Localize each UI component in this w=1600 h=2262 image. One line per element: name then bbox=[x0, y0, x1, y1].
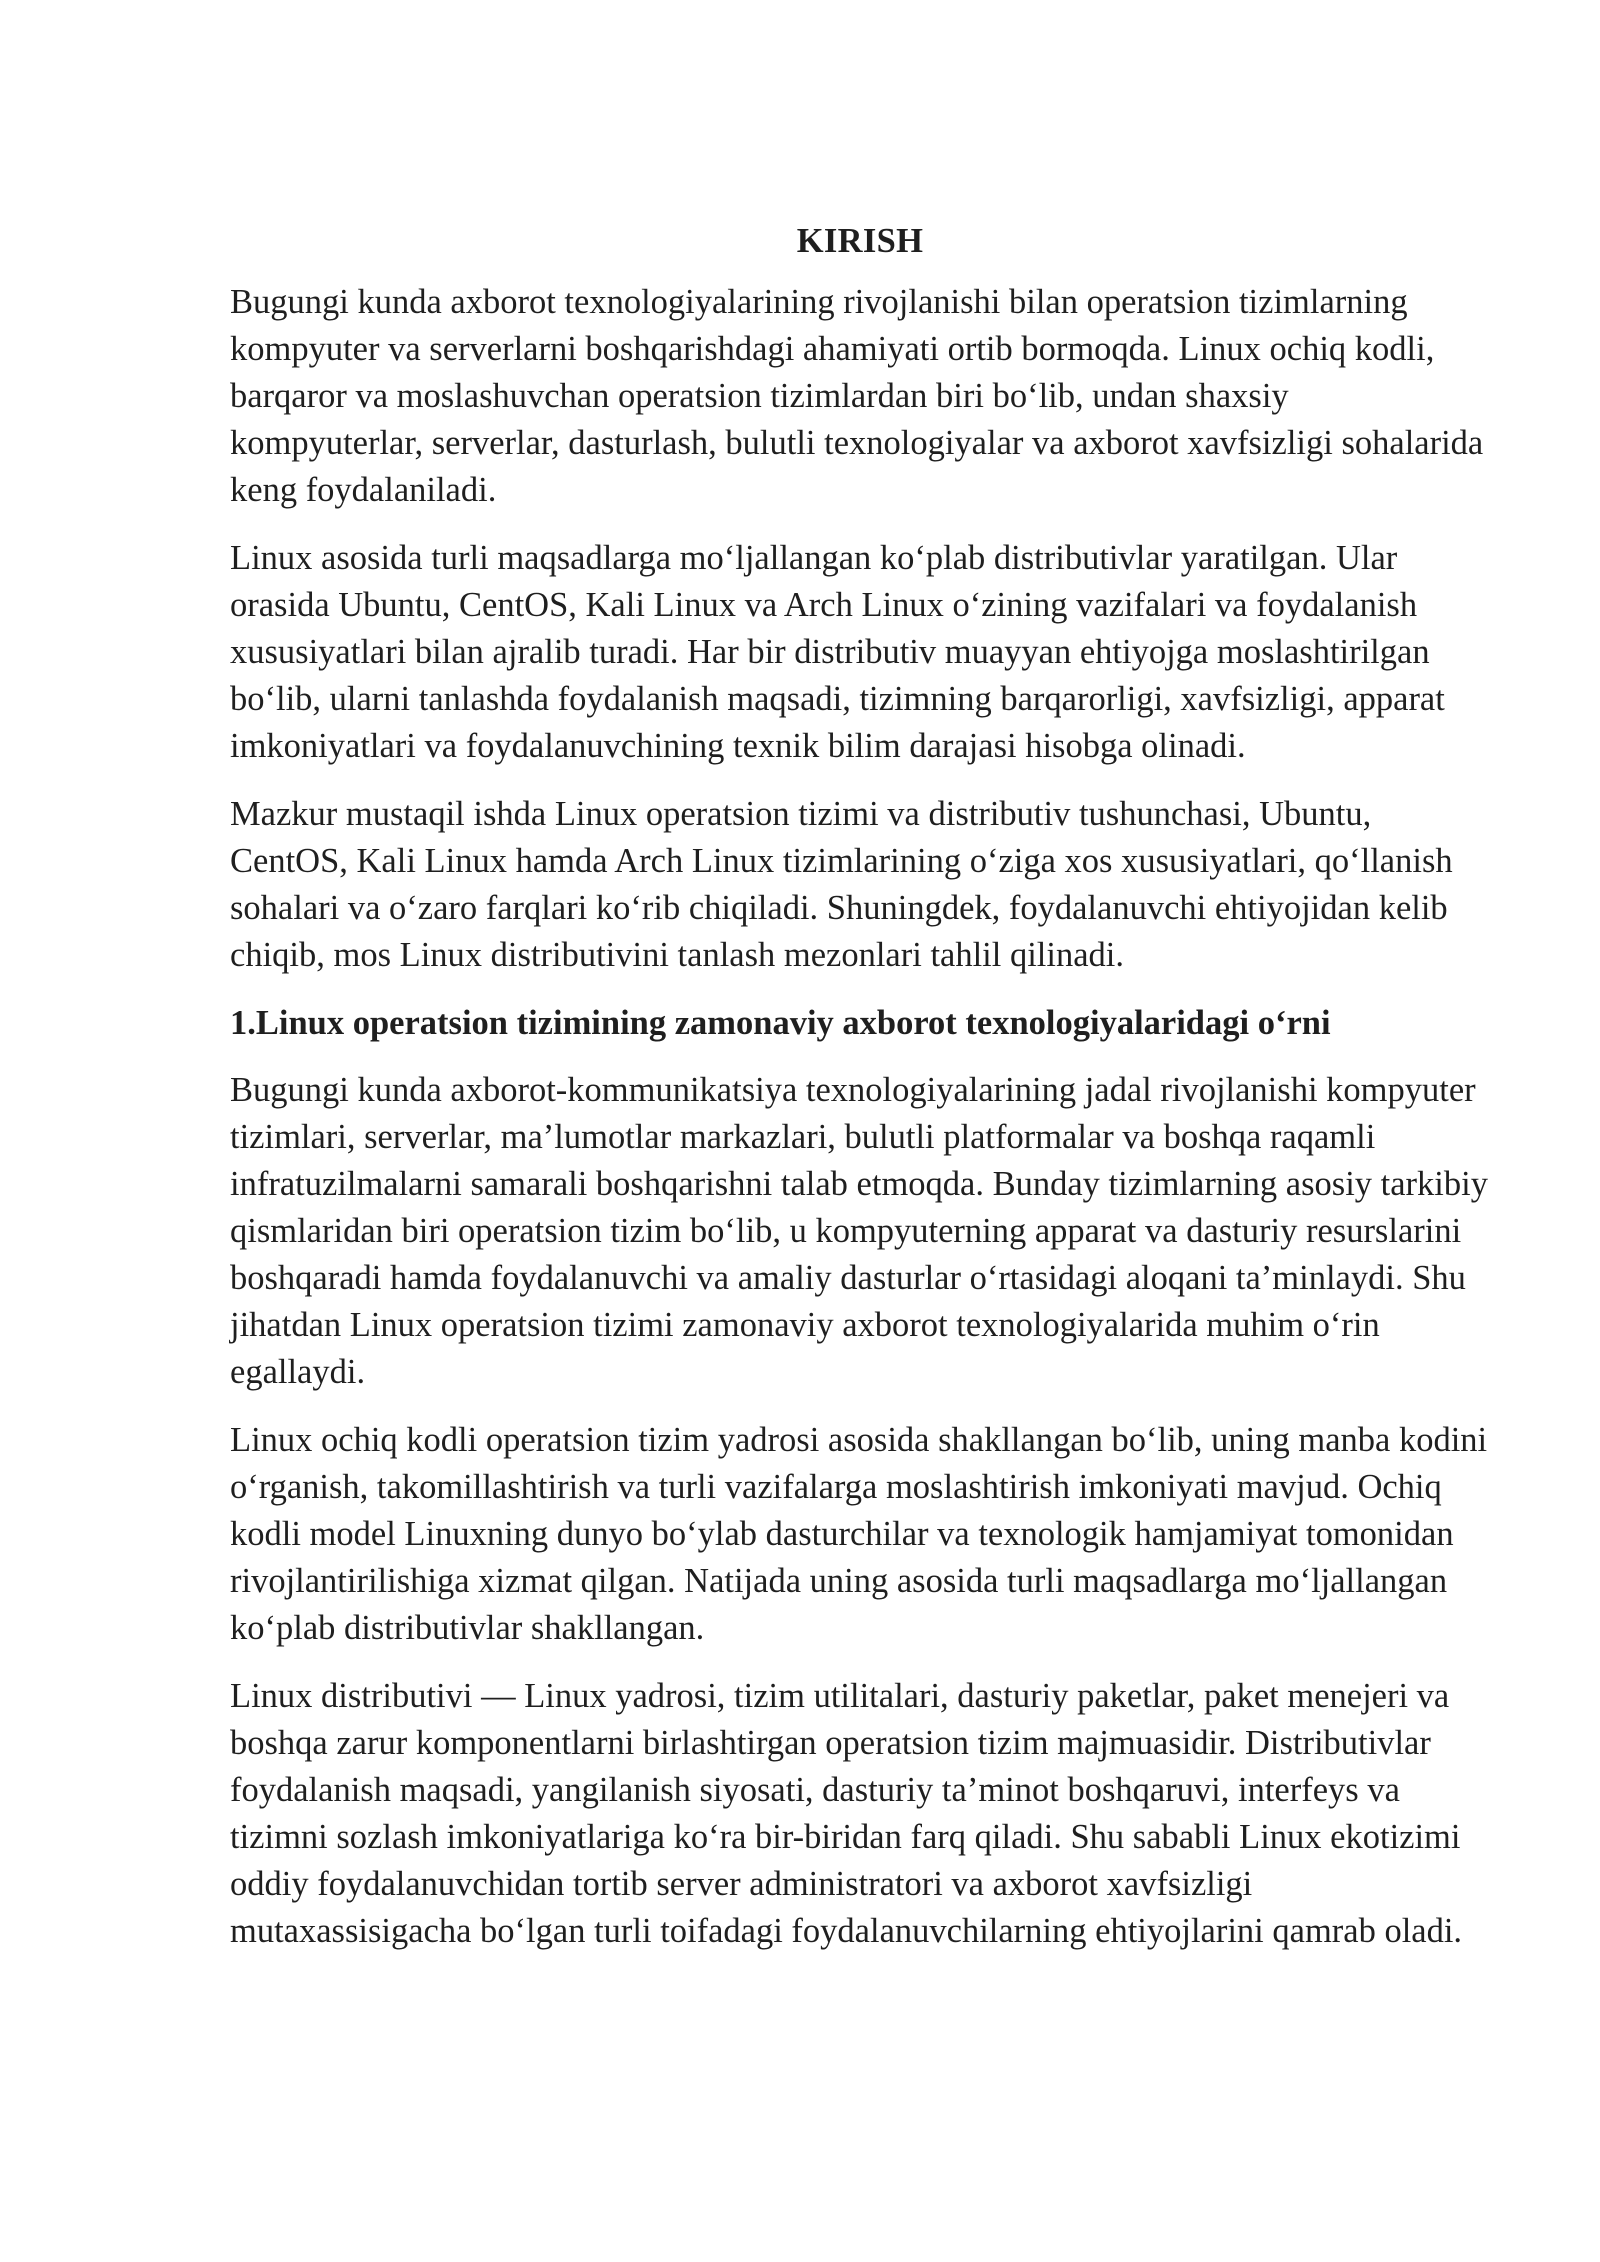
intro-paragraph-3: Mazkur mustaqil ishda Linux operatsion tizimi va distributiv tushunchasi, Ubuntu, CentOS, Kali Linux hamda Arch Linux tizimlarining o‘ziga xos xususiyatlari, qo‘llanish sohalari va o‘zaro farqlari ko‘rib chiqiladi. Shuningdek, foydalanuvchi ehtiyojidan kelib chiqib, mos Linux distributivini tanlash mezonlari tahlil qilinadi. bbox=[230, 795, 1453, 974]
intro-paragraph-2: Linux asosida turli maqsadlarga mo‘ljallangan ko‘plab distributivlar yaratilgan. Ular orasida Ubuntu, CentOS, Kali Linux va Arch Linux o‘zining vazifalari va foydalanish xususiyatlari bilan ajralib turadi. Har bir distributiv muayyan ehtiyojga moslashtirilgan bo‘lib, ularni tanlashda foydalanish maqsadi, tizimning barqarorligi, xavfsizligi, apparat imkoniyatlari va foydalanuvchining texnik bilim darajasi hisobga olinadi. bbox=[230, 539, 1445, 765]
section-heading: 1.Linux operatsion tizimining zamonaviy axborot texnologiyalaridagi o‘rni bbox=[230, 1004, 1331, 1042]
section-paragraph-1: Bugungi kunda axborot-kommunikatsiya texnologiyalarining jadal rivojlanishi kompyuter tizimlari, serverlar, ma’lumotlar markazlari, bulutli platformalar va boshqa raqamli infratuzilmalarni samarali boshqarishni talab etmoqda. Bunday tizimlarning asosiy tarkibiy qismlaridan biri operatsion tizim bo‘lib, u kompyuterning apparat va dasturiy resurslarini boshqaradi hamda foydalanuvchi va amaliy dasturlar o‘rtasidagi aloqani ta’minlaydi. Shu jihatdan Linux operatsion tizimi zamonaviy axborot texnologiyalarida muhim o‘rin egallaydi. bbox=[230, 1071, 1488, 1391]
intro-paragraph-1: Bugungi kunda axborot texnologiyalarining rivojlanishi bilan operatsion tizimlarning kompyuter va serverlarni boshqarishdagi ahamiyati ortib bormoqda. Linux ochiq kodli, barqaror va moslashuvchan operatsion tizimlardan biri bo‘lib, undan shaxsiy kompyuterlar, serverlar, dasturlash, bulutli texnologiyalar va axborot xavfsizligi sohalarida keng foydalaniladi. bbox=[230, 283, 1484, 509]
section-paragraph-2: Linux ochiq kodli operatsion tizim yadrosi asosida shakllangan bo‘lib, uning manba kodini o‘rganish, takomillashtirish va turli vazifalarga moslashtirish imkoniyati mavjud. Ochiq kodli model Linuxning dunyo bo‘ylab dasturchilar va texnologik hamjamiyat tomonidan rivojlantirilishiga xizmat qilgan. Natijada uning asosida turli maqsadlarga mo‘ljallangan ko‘plab distributivlar shakllangan. bbox=[230, 1421, 1488, 1647]
document-body bbox=[230, 218, 1490, 1976]
document-title: KIRISH bbox=[796, 222, 924, 260]
section-paragraph-3: Linux distributivi — Linux yadrosi, tizim utilitalari, dasturiy paketlar, paket menejeri va boshqa zarur komponentlarni birlashtirgan operatsion tizim majmuasidir. Distributivlar foydalanish maqsadi, yangilanish siyosati, dasturiy ta’minot boshqaruvi, interfeys va tizimni sozlash imkoniyatlariga ko‘ra bir-biridan farq qiladi. Shu sababli Linux ekotizimi oddiy foydalanuvchidan tortib server administratori va axborot xavfsizligi mutaxassisigacha bo‘lgan turli toifadagi foydalanuvchilarning ehtiyojlarini qamrab oladi. bbox=[230, 1677, 1463, 1950]
